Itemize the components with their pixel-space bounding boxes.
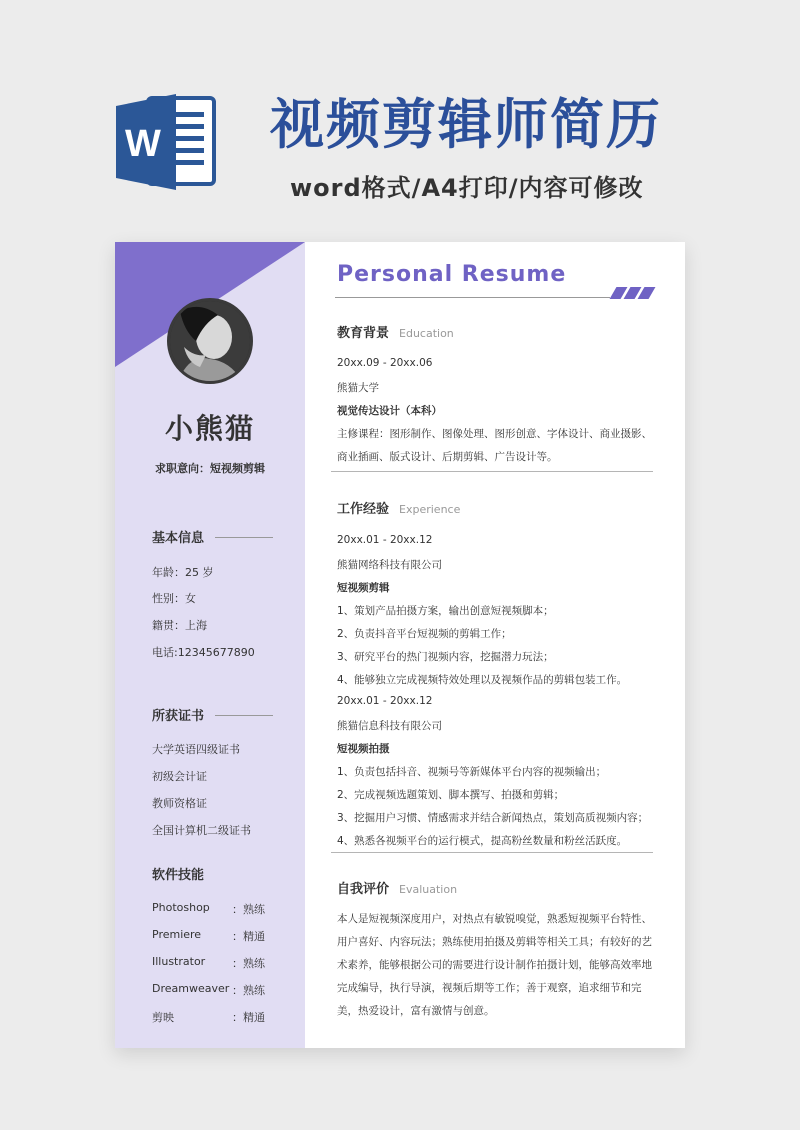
evaluation-title-en: Evaluation [399,883,458,896]
skill-level: ：熟练 [232,903,265,916]
skill-name: Premiere [152,928,202,941]
candidate-name: 小熊猫 [164,412,255,445]
job-duty: 1、负责包括抖音、视频号等新媒体平台内容的视频输出； [337,766,607,778]
education-title: 教育背景 [337,326,390,341]
job-company: 熊猫网络科技有限公司 [337,559,442,571]
job-duty: 3、研究平台的热门视频内容，挖掘潜力玩法； [337,651,554,663]
resume-title-divider [335,297,610,298]
avatar [167,298,253,384]
job-duty: 4、熟悉各视频平台的运行模式，提高粉丝数量和粉丝活跃度。 [337,835,628,847]
resume-paper [115,242,685,1048]
job-duty: 4、能够独立完成视频特效处理以及视频作品的剪辑包装工作。 [337,674,628,686]
certificate-item: 大学英语四级证书 [152,743,240,756]
sidebar [115,242,305,1048]
certificate-item: 全国计算机二级证书 [152,824,251,837]
avatar-portrait-icon [170,301,250,381]
education-courses: 商业插画、版式设计、后期剪辑、广告设计等。 [337,451,558,463]
basic-info-title: 基本信息 [152,531,205,546]
skill-name: Illustrator [152,955,206,968]
basic-info-divider [215,537,273,538]
banner-title: 视频剪辑师简历 [270,93,662,156]
education-divider [331,471,653,472]
education-header [337,322,454,341]
skill-name: 剪映 [152,1011,174,1024]
certificates-divider [215,715,273,716]
info-age: 年龄：25 岁 [152,566,214,579]
evaluation-text: 本人是短视频深度用户，对热点有敏锐嗅觉，熟悉短视频平台特性、用户喜好、内容玩法；熟练使用拍摄及剪辑等相关工具；有较好的艺术素养，能够根据公司的需要进行设计制作拍摄计划，能够高效率地完成编导，执行导演，视频后期等工作；善于观察，追求细节和完美，热爱设计，富有激情与创意。 [337,913,652,1017]
word-icon [112,86,222,196]
certificate-item: 初级会计证 [152,770,207,783]
job-intent: 求职意向：短视频剪辑 [155,462,265,475]
education-school: 熊猫大学 [337,382,379,394]
info-gender: 性别：女 [152,592,196,605]
banner-subtitle: word格式/A4打印/内容可修改 [290,174,644,202]
education-title-en: Education [399,327,454,340]
job-role: 短视频拍摄 [337,743,390,755]
education-period: 20xx.09 - 20xx.06 [337,357,433,369]
job-duty: 2、负责抖音平台短视频的剪辑工作； [337,628,512,640]
evaluation-header [337,878,457,897]
experience-header [337,498,460,517]
skill-name: Photoshop [152,901,210,914]
skill-level: ：熟练 [232,957,265,970]
resume-title: Personal Resume [337,262,567,287]
banner [0,0,800,230]
job-period: 20xx.01 - 20xx.12 [337,534,433,546]
skill-name: Dreamweaver [152,982,230,995]
experience-title: 工作经验 [337,502,390,517]
experience-title-en: Experience [399,503,461,516]
skill-level: ：精通 [232,930,265,943]
certificate-item: 教师资格证 [152,797,207,810]
job-duty: 1、策划产品拍摄方案，输出创意短视频脚本； [337,605,554,617]
skills-title: 软件技能 [152,868,205,883]
info-phone: 电话:12345677890 [152,646,255,659]
info-hometown: 籍贯：上海 [152,619,207,632]
education-major: 视觉传达设计（本科） [337,405,442,417]
education-courses: 主修课程：图形制作、图像处理、图形创意、字体设计、商业摄影、 [337,428,652,440]
word-icon-letter: W [125,123,161,165]
job-duty: 2、完成视频选题策划、脚本撰写、拍摄和剪辑； [337,789,565,801]
job-period: 20xx.01 - 20xx.12 [337,695,433,707]
job-role: 短视频剪辑 [337,582,390,594]
experience-divider [331,852,653,853]
evaluation-title: 自我评价 [337,882,390,897]
job-duty: 3、挖掘用户习惯、情感需求并结合新闻热点，策划高质视频内容； [337,812,649,824]
skill-level: ：精通 [232,1011,265,1024]
certificates-title: 所获证书 [152,709,205,724]
job-company: 熊猫信息科技有限公司 [337,720,442,732]
skill-level: ：熟练 [232,984,265,997]
